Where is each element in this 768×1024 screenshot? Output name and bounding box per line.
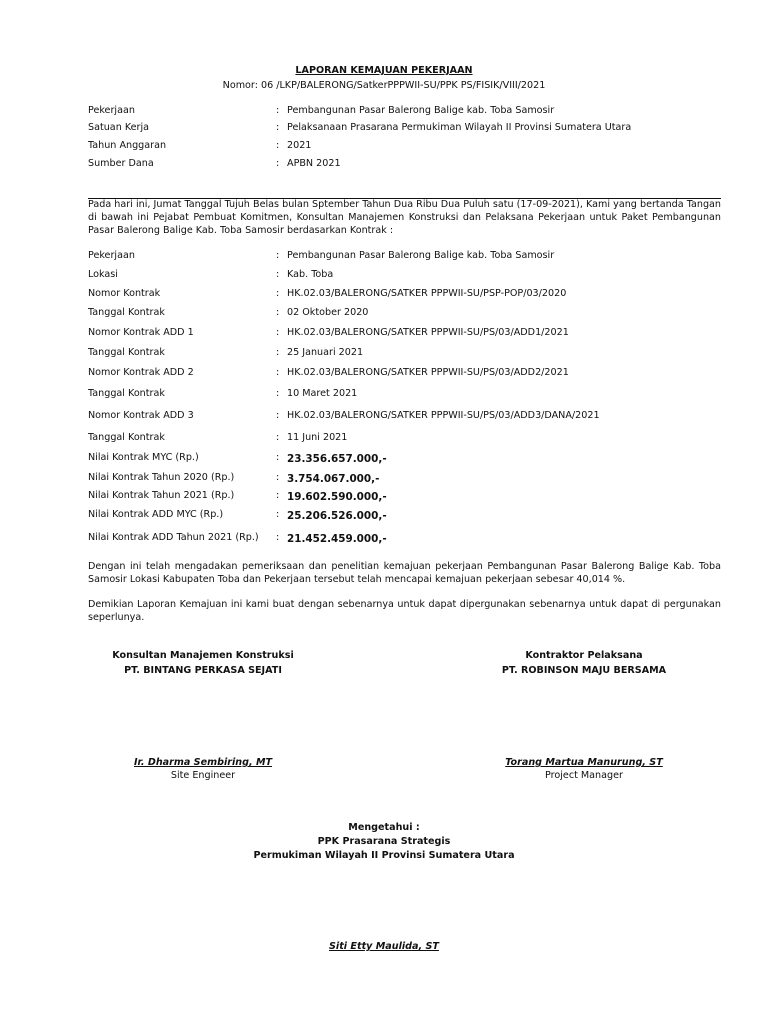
- left-role: Konsultan Manajemen Konstruksi: [112, 650, 294, 661]
- contract-label: Pekerjaan: [88, 250, 135, 261]
- left-signatory: [73, 757, 333, 783]
- contract-row: [88, 410, 688, 424]
- value-amount: 19.602.590.000,-: [287, 491, 387, 503]
- value-label: Nilai Kontrak Tahun 2020 (Rp.): [88, 472, 235, 483]
- value-colon: :: [276, 509, 280, 520]
- info-colon: :: [276, 140, 280, 151]
- value-row: [88, 472, 688, 486]
- contract-label: Nomor Kontrak ADD 1: [88, 327, 194, 338]
- info-value: Pelaksanaan Prasarana Permukiman Wilayah II Provinsi Sumatera Utara: [287, 122, 632, 133]
- info-row: [88, 158, 688, 172]
- progress-paragraph: Dengan ini telah mengadakan pemeriksaan dan penelitian kemajuan pekerjaan Pembangunan Pasar Balerong Balige Kab. Toba Samosir Lokasi Kabupaten Toba dan Pekerjaan tersebut telah mencapai kemajuan pekerjaan sebesar 40,014 %.: [88, 561, 721, 585]
- info-colon: :: [276, 122, 280, 133]
- left-signatory-name: Ir. Dharma Sembiring, MT: [133, 757, 273, 768]
- right-signatory: [454, 757, 714, 783]
- value-label: Nilai Kontrak ADD Tahun 2021 (Rp.): [88, 532, 259, 543]
- contract-colon: :: [276, 327, 280, 338]
- value-label: Nilai Kontrak MYC (Rp.): [88, 452, 199, 463]
- info-row: [88, 122, 688, 136]
- approval-block: [234, 822, 534, 863]
- value-label: Nilai Kontrak Tahun 2021 (Rp.): [88, 490, 235, 501]
- contract-row: [88, 432, 688, 446]
- right-signature-block: [454, 650, 714, 678]
- contract-value: HK.02.03/BALERONG/SATKER PPPWII-SU/PS/03/ADD3/DANA/2021: [287, 410, 600, 421]
- contract-value: Pembangunan Pasar Balerong Balige kab. Toba Samosir: [287, 250, 555, 261]
- contract-label: Tanggal Kontrak: [88, 432, 165, 443]
- contract-label: Nomor Kontrak ADD 3: [88, 410, 194, 421]
- info-value: Pembangunan Pasar Balerong Balige kab. Toba Samosir: [287, 105, 555, 116]
- info-value: 2021: [287, 140, 312, 151]
- right-company: PT. ROBINSON MAJU BERSAMA: [501, 664, 667, 676]
- contract-value: 11 Juni 2021: [287, 432, 348, 443]
- contract-label: Nomor Kontrak: [88, 288, 161, 299]
- info-label: Satuan Kerja: [88, 122, 150, 133]
- contract-value: HK.02.03/BALERONG/SATKER PPPWII-SU/PS/03/ADD2/2021: [287, 367, 569, 378]
- value-row: [88, 490, 688, 504]
- contract-row: [88, 347, 688, 361]
- contract-row: [88, 288, 688, 302]
- contract-row: [88, 269, 688, 283]
- contract-colon: :: [276, 367, 280, 378]
- value-colon: :: [276, 472, 280, 483]
- approval-line-1: PPK Prasarana Strategis: [317, 835, 451, 847]
- left-company: PT. BINTANG PERKASA SEJATI: [124, 664, 282, 676]
- info-label: Tahun Anggaran: [88, 140, 167, 151]
- contract-value: 25 Januari 2021: [287, 347, 364, 358]
- contract-value: HK.02.03/BALERONG/SATKER PPPWII-SU/PS/03/ADD1/2021: [287, 327, 569, 338]
- value-colon: :: [276, 490, 280, 501]
- contract-row: [88, 327, 688, 341]
- contract-label: Tanggal Kontrak: [88, 388, 165, 399]
- right-signatory-position: Project Manager: [545, 769, 623, 781]
- value-amount: 21.452.459.000,-: [287, 533, 387, 545]
- intro-paragraph: Pada hari ini, Jumat Tanggal Tujuh Belas bulan Sptember Tahun Dua Ribu Dua Puluh satu (17-09-2021), Kami yang bertanda Tangan di bawah ini Pejabat Pembuat Komitmen, Konsultan Manajemen Konstruksi dan Pelaksana Pekerjaan untuk Paket Pembangunan Pasar Balerong Balige Kab. Toba Samosir berdasarkan Kontrak :: [88, 199, 721, 236]
- contract-colon: :: [276, 410, 280, 421]
- contract-label: Tanggal Kontrak: [88, 307, 165, 318]
- contract-row: [88, 307, 688, 321]
- contract-value: HK.02.03/BALERONG/SATKER PPPWII-SU/PSP-POP/03/2020: [287, 288, 567, 299]
- info-colon: :: [276, 158, 280, 169]
- contract-row: [88, 250, 688, 264]
- value-colon: :: [276, 452, 280, 463]
- contract-colon: :: [276, 432, 280, 443]
- contract-value: 02 Oktober 2020: [287, 307, 369, 318]
- left-signatory-position: Site Engineer: [170, 769, 236, 781]
- approval-signatory: [234, 941, 534, 954]
- contract-value: Kab. Toba: [287, 269, 334, 280]
- approval-line-2: Permukiman Wilayah II Provinsi Sumatera Utara: [253, 849, 515, 861]
- contract-row: [88, 367, 688, 381]
- approval-signatory-name: Siti Etty Maulida, ST: [329, 941, 439, 952]
- contract-row: [88, 388, 688, 402]
- contract-value: 10 Maret 2021: [287, 388, 358, 399]
- value-row: [88, 532, 688, 546]
- document-title: LAPORAN KEMAJUAN PEKERJAAN: [295, 65, 473, 76]
- contract-colon: :: [276, 307, 280, 318]
- info-label: Pekerjaan: [88, 105, 135, 116]
- info-row: [88, 105, 688, 119]
- info-value: APBN 2021: [287, 158, 341, 169]
- value-row: [88, 452, 688, 466]
- right-role: Kontraktor Pelaksana: [525, 650, 643, 661]
- contract-colon: :: [276, 250, 280, 261]
- value-row: [88, 509, 688, 523]
- right-signatory-name: Torang Martua Manurung, ST: [505, 757, 663, 768]
- info-colon: :: [276, 105, 280, 116]
- value-label: Nilai Kontrak ADD MYC (Rp.): [88, 509, 224, 520]
- value-amount: 23.356.657.000,-: [287, 453, 387, 465]
- value-amount: 25.206.526.000,-: [287, 510, 387, 522]
- value-colon: :: [276, 532, 280, 543]
- closing-paragraph: Demikian Laporan Kemajuan ini kami buat dengan sebenarnya untuk dapat dipergunakan sebenarnya untuk dapat di pergunakan seperlunya.: [88, 599, 721, 623]
- contract-label: Tanggal Kontrak: [88, 347, 165, 358]
- contract-colon: :: [276, 269, 280, 280]
- contract-label: Nomor Kontrak ADD 2: [88, 367, 194, 378]
- value-amount: 3.754.067.000,-: [287, 473, 380, 485]
- contract-colon: :: [276, 388, 280, 399]
- info-label: Sumber Dana: [88, 158, 154, 169]
- left-signature-block: [73, 650, 333, 678]
- info-row: [88, 140, 688, 154]
- contract-colon: :: [276, 288, 280, 299]
- contract-colon: :: [276, 347, 280, 358]
- approval-heading: Mengetahui :: [348, 822, 420, 833]
- contract-label: Lokasi: [88, 269, 118, 280]
- document-number: Nomor: 06 /LKP/BALERONG/SatkerPPPWII-SU/PPK PS/FISIK/VIII/2021: [222, 80, 546, 91]
